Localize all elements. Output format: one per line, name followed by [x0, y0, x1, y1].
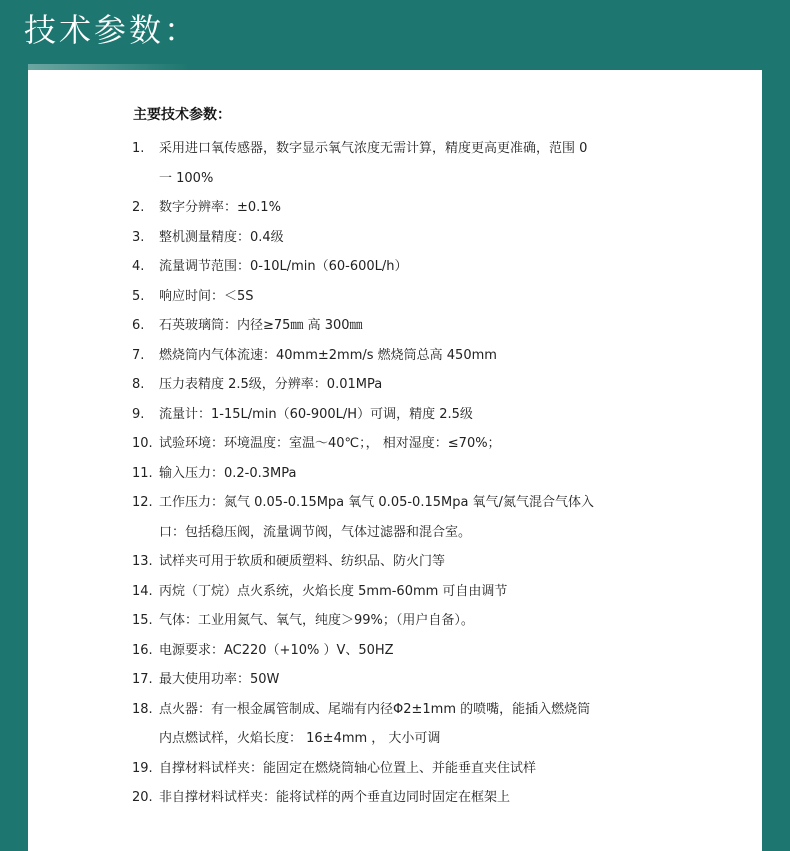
- parameter-text: [159, 282, 692, 312]
- parameter-text: [159, 134, 692, 193]
- parameter-number: 6.: [132, 318, 145, 333]
- parameter-item: [132, 459, 692, 489]
- parameter-number: 20.: [132, 790, 153, 805]
- parameter-text: [159, 754, 692, 784]
- parameter-text: [159, 223, 692, 253]
- parameter-text-line: 工作压力：氮气 0.05-0.15Mpa 氧气 0.05-0.15Mpa 氧气/氮气混合气体入: [159, 495, 594, 510]
- parameter-text: [159, 400, 692, 430]
- parameter-text-line: 一 100%: [159, 170, 214, 186]
- parameter-number: 4.: [132, 259, 145, 274]
- parameter-number: 18.: [132, 701, 153, 717]
- parameter-text-line: 非自撑材料试样夹：能将试样的两个垂直边同时固定在框架上: [159, 790, 511, 805]
- parameter-item: [132, 311, 692, 341]
- parameter-number: 9.: [132, 406, 145, 422]
- parameter-item: [132, 547, 692, 577]
- parameter-text-line: 整机测量精度：0.4级: [159, 229, 284, 245]
- parameter-text: [159, 370, 692, 400]
- parameter-text-line: 丙烷（丁烷）点火系统，火焰长度 5mm-60mm 可自由调节: [159, 583, 508, 599]
- parameter-text: [159, 636, 692, 666]
- parameter-item: [132, 783, 692, 813]
- parameter-text: [159, 488, 692, 547]
- parameter-text-line: 电源要求：AC220（+10% ）V、50HZ: [159, 642, 394, 658]
- parameter-text: [159, 606, 692, 636]
- parameter-text-line: 内点燃试样，火焰长度： 16±4mm ， 大小可调: [159, 731, 441, 746]
- parameter-text-line: 流量调节范围：0-10L/min（60-600L/h）: [159, 259, 408, 274]
- parameter-item: [132, 282, 692, 312]
- section-heading: 主要技术参数：: [133, 107, 231, 123]
- parameter-text: [159, 311, 692, 341]
- parameter-text: [159, 429, 692, 459]
- parameter-number: 12.: [132, 495, 153, 510]
- parameter-text-line: 气体：工业用氮气、氧气，纯度＞99%；（用户自备）。: [159, 613, 474, 628]
- parameter-number: 1.: [132, 141, 145, 156]
- parameter-number: 16.: [132, 642, 153, 658]
- parameter-item: [132, 134, 692, 193]
- parameter-number: 2.: [132, 200, 145, 215]
- parameter-item: [132, 636, 692, 666]
- parameter-text-line: 试样夹可用于软质和硬质塑料、纺织品、防火门等: [159, 554, 446, 569]
- parameter-item: [132, 606, 692, 636]
- parameter-text-line: 口：包括稳压阀，流量调节阀，气体过滤器和混合室。: [159, 524, 472, 540]
- parameter-text: [159, 665, 692, 695]
- parameter-text-line: 流量计：1-15L/min（60-900L/H）可调，精度 2.5级: [159, 406, 473, 422]
- parameter-item: [132, 429, 692, 459]
- parameter-number: 7.: [132, 347, 145, 363]
- parameter-number: 13.: [132, 554, 153, 569]
- parameter-item: [132, 341, 692, 371]
- parameter-text-line: 石英玻璃筒：内径≥75㎜ 高 300㎜: [159, 318, 363, 333]
- parameter-item: [132, 370, 692, 400]
- parameter-number: 15.: [132, 613, 153, 628]
- parameter-text-line: 最大使用功率：50W: [159, 672, 280, 687]
- parameter-text: [159, 459, 692, 489]
- content-card: [28, 70, 762, 851]
- parameter-number: 11.: [132, 465, 153, 481]
- parameter-item: [132, 665, 692, 695]
- parameter-text: [159, 547, 692, 577]
- parameter-number: 19.: [132, 760, 153, 776]
- parameter-item: [132, 400, 692, 430]
- parameter-number: 5.: [132, 288, 145, 304]
- parameter-number: 10.: [132, 436, 153, 451]
- parameter-text-line: 采用进口氧传感器，数字显示氧气浓度无需计算，精度更高更准确，范围 0: [159, 141, 588, 156]
- parameter-text: [159, 577, 692, 607]
- page-title: 技术参数：: [24, 11, 200, 49]
- parameter-text-line: 试验环境：环境温度：室温～40℃；， 相对湿度：≤70%；: [159, 436, 501, 451]
- parameter-text-line: 响应时间：＜5S: [159, 288, 254, 304]
- parameter-text: [159, 695, 692, 754]
- parameter-text-line: 点火器：有一根金属管制成、尾端有内径Φ2±1mm 的喷嘴，能插入燃烧筒: [159, 701, 591, 717]
- parameter-number: 17.: [132, 672, 153, 687]
- parameter-text: [159, 193, 692, 223]
- parameter-number: 14.: [132, 583, 153, 599]
- parameter-item: [132, 577, 692, 607]
- parameter-item: [132, 252, 692, 282]
- parameter-text: [159, 783, 692, 813]
- page-header: [0, 0, 790, 72]
- parameter-text-line: 压力表精度 2.5级，分辨率：0.01MPa: [159, 377, 383, 392]
- parameter-text: [159, 252, 692, 282]
- parameter-text-line: 数字分辨率：±0.1%: [159, 200, 281, 215]
- parameter-item: [132, 223, 692, 253]
- parameter-number: 8.: [132, 377, 145, 392]
- parameter-list: [132, 134, 692, 813]
- parameter-text-line: 输入压力：0.2-0.3MPa: [159, 465, 297, 481]
- parameter-text-line: 自撑材料试样夹：能固定在燃烧筒轴心位置上、并能垂直夹住试样: [159, 760, 537, 776]
- parameter-item: [132, 193, 692, 223]
- parameter-item: [132, 488, 692, 547]
- parameter-item: [132, 754, 692, 784]
- parameter-number: 3.: [132, 229, 145, 245]
- parameter-item: [132, 695, 692, 754]
- parameter-text-line: 燃烧筒内气体流速：40mm±2mm/s 燃烧筒总高 450mm: [159, 347, 497, 363]
- parameter-text: [159, 341, 692, 371]
